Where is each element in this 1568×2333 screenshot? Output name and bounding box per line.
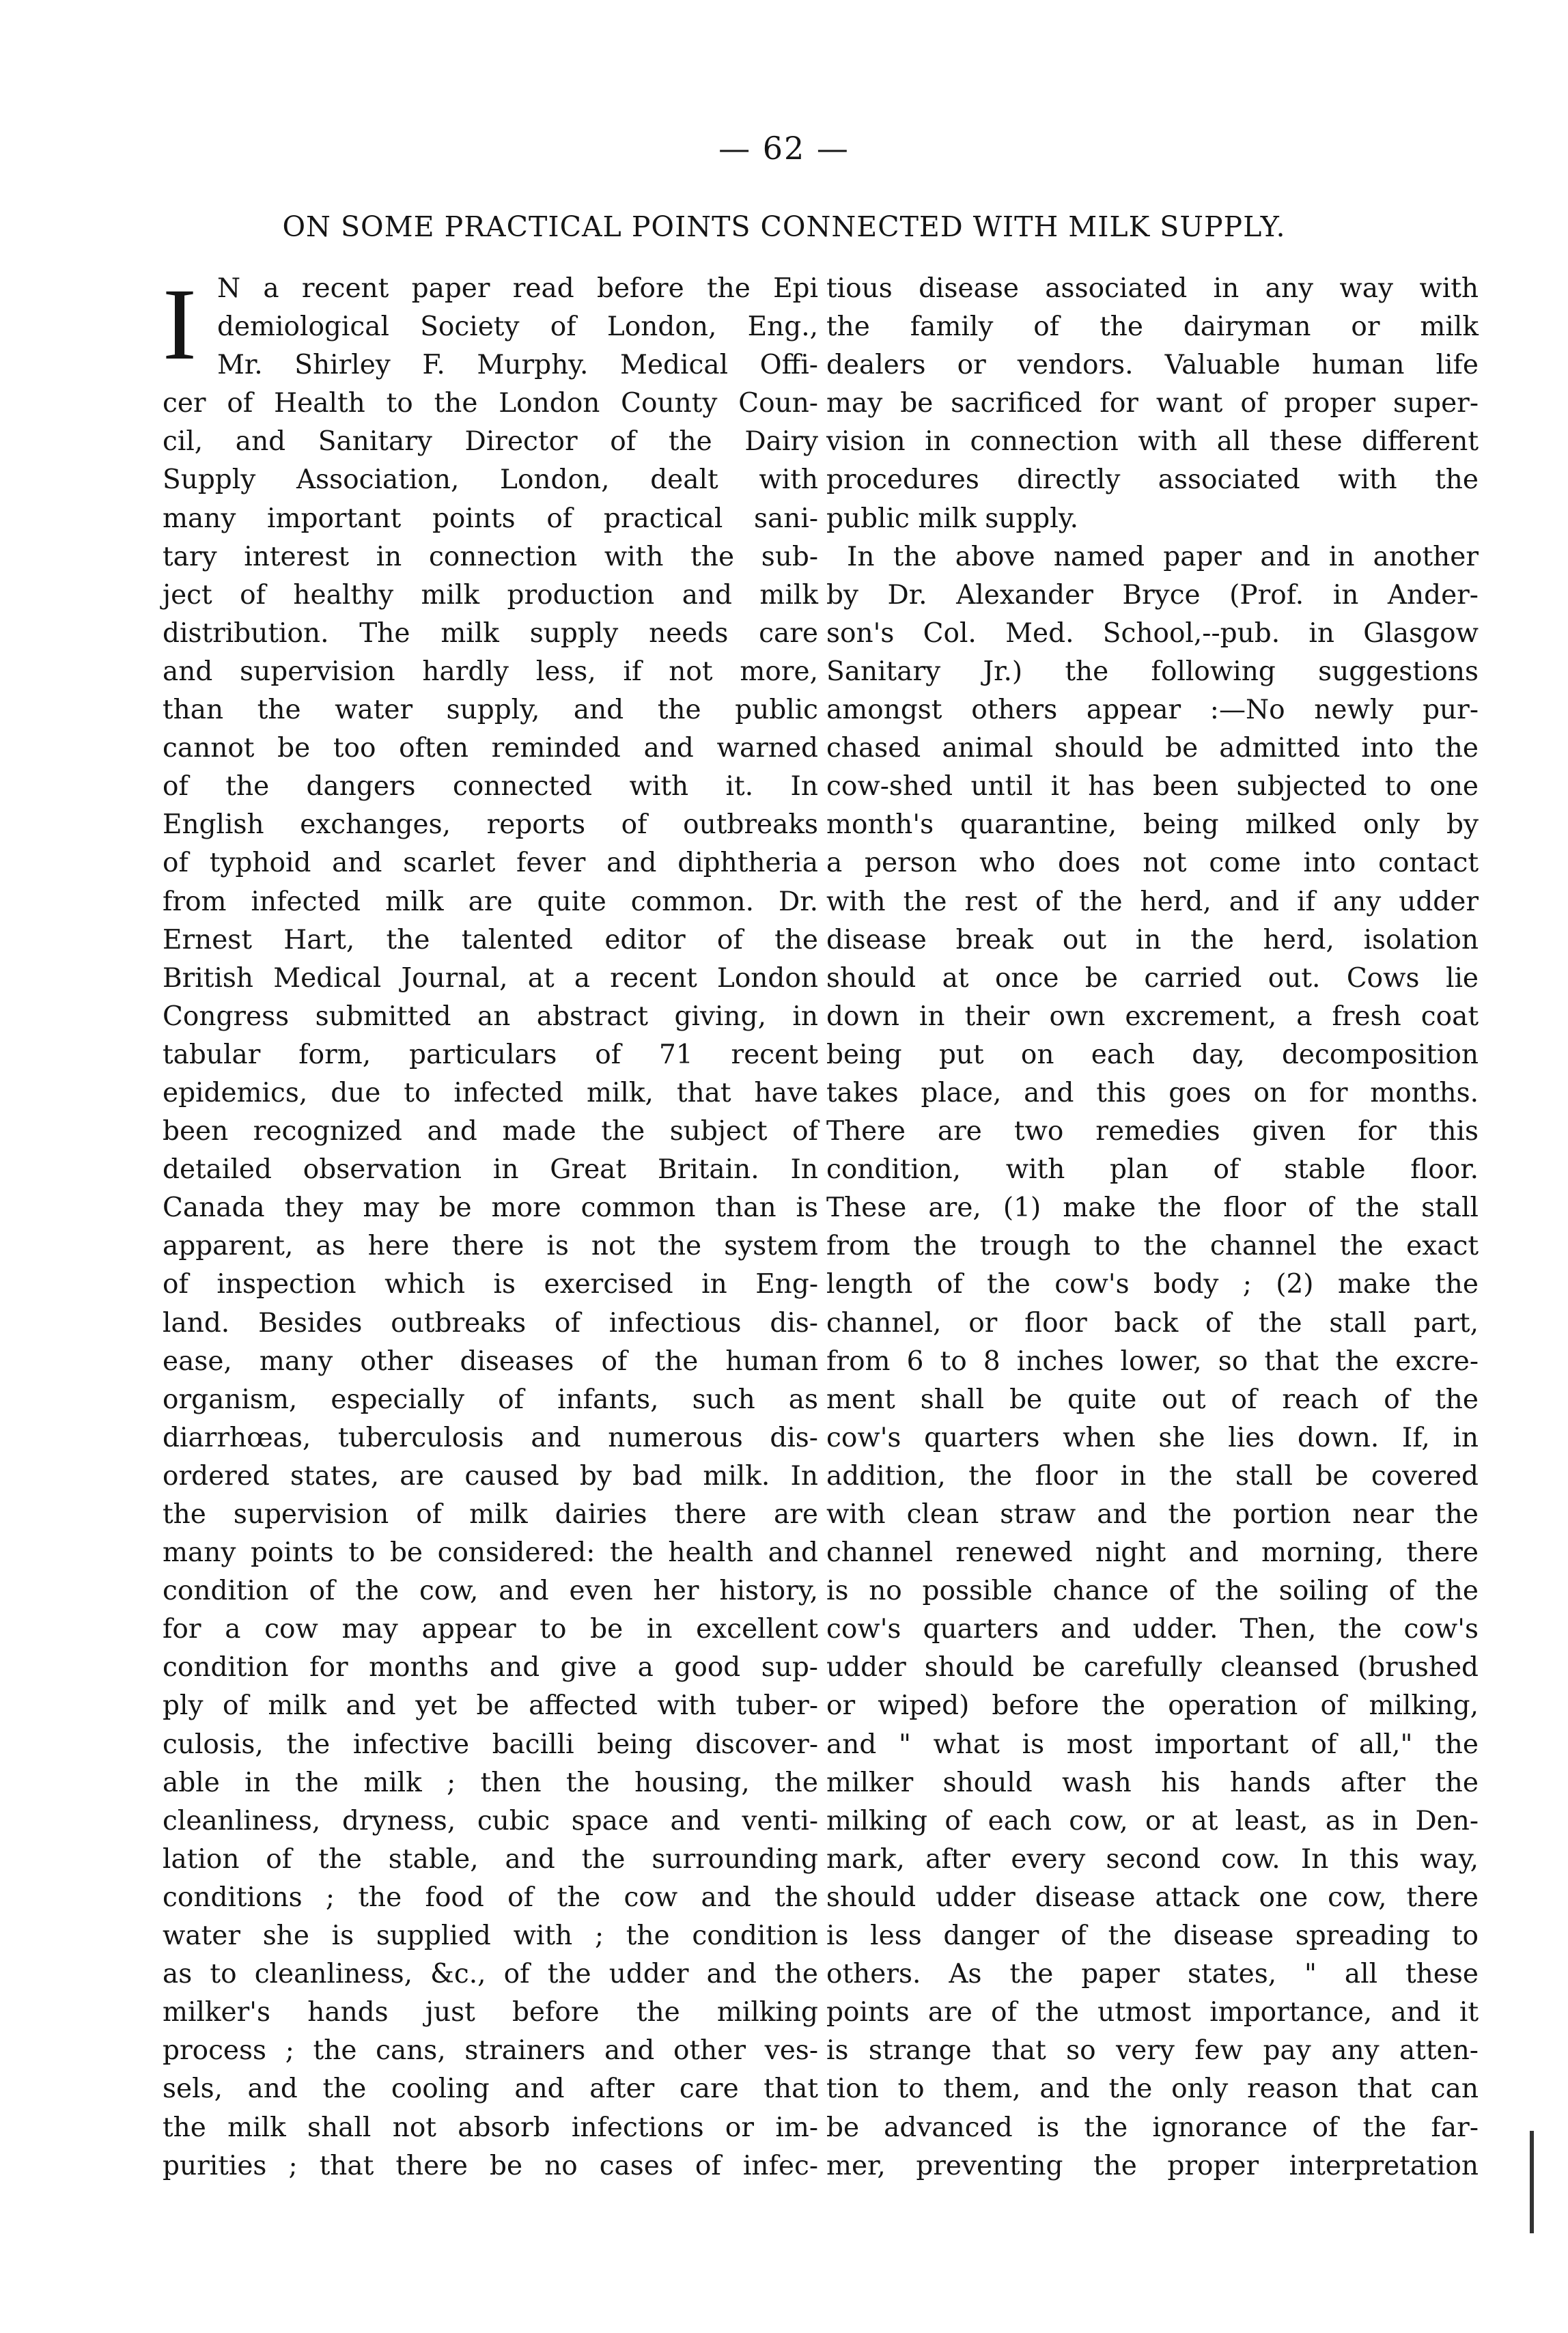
text-line: procedures directly associated with the: [826, 464, 1479, 496]
text-line: tary interest in connection with the sub-: [163, 541, 818, 572]
text-line: of the dangers connected with it. In: [163, 771, 818, 802]
margin-mark: [1530, 2131, 1534, 2233]
text-line: channel, or floor back of the stall part,: [826, 1307, 1479, 1339]
text-line: with the rest of the herd, and if any udder: [826, 886, 1479, 917]
text-line: the milk shall not absorb infections or im-: [163, 2112, 818, 2143]
text-line: length of the cow's body ; (2) make the: [826, 1269, 1479, 1300]
text-line: vision in connection with all these different: [826, 426, 1479, 458]
text-line: be advanced is the ignorance of the far-: [826, 2112, 1479, 2143]
text-line: from 6 to 8 inches lower, so that the excre-: [826, 1345, 1479, 1377]
text-line: There are two remedies given for this: [826, 1116, 1479, 1147]
text-line: Congress submitted an abstract giving, in: [163, 1001, 818, 1032]
text-line: distribution. The milk supply needs care: [163, 617, 818, 649]
text-line: cannot be too often reminded and warned: [163, 733, 818, 764]
text-line: milker should wash his hands after the: [826, 1767, 1479, 1798]
text-line: condition of the cow, and even her history,: [163, 1576, 818, 1607]
text-line: should udder disease attack one cow, there: [826, 1882, 1479, 1913]
text-line: ordered states, are caused by bad milk. In: [163, 1460, 818, 1492]
text-line: of typhoid and scarlet fever and diphtheria: [163, 848, 818, 879]
text-line: cow's quarters when she lies down. If, in: [826, 1422, 1479, 1453]
text-line: ease, many other diseases of the human: [163, 1345, 818, 1377]
text-line: lation of the stable, and the surrounding: [163, 1843, 818, 1875]
text-line: or wiped) before the operation of milking,: [826, 1690, 1479, 1722]
article-title: ON SOME PRACTICAL POINTS CONNECTED WITH MILK SUPPLY.: [282, 210, 1286, 243]
text-line: mer, preventing the proper interpretation: [826, 2150, 1479, 2181]
text-line: chased animal should be admitted into the: [826, 733, 1479, 764]
text-line: Mr. Shirley F. Murphy. Medical Offi-: [217, 350, 818, 381]
text-line: apparent, as here there is not the system: [163, 1231, 818, 1262]
text-line: milker's hands just before the milking: [163, 1997, 818, 2028]
text-line: In the above named paper and in another: [847, 541, 1479, 572]
text-line: many points to be considered: the health and: [163, 1537, 818, 1569]
text-line: public milk supply.: [826, 503, 1078, 534]
text-line: is strange that so very few pay any atten-: [826, 2035, 1479, 2067]
text-line: These are, (1) make the floor of the stall: [826, 1192, 1479, 1224]
text-line: with clean straw and the portion near the: [826, 1499, 1479, 1530]
text-line: condition for months and give a good sup-: [163, 1652, 818, 1684]
text-line: mark, after every second cow. In this way,: [826, 1843, 1479, 1875]
text-line: ject of healthy milk production and milk: [163, 579, 818, 611]
text-line: and " what is most important of all," the: [826, 1729, 1479, 1760]
text-line: down in their own excrement, a fresh coat: [826, 1001, 1479, 1032]
text-line: others. As the paper states, " all these: [826, 1959, 1479, 1990]
text-line: by Dr. Alexander Bryce (Prof. in Ander-: [826, 579, 1479, 611]
text-line: been recognized and made the subject of: [163, 1116, 818, 1147]
text-line: land. Besides outbreaks of infectious dis-: [163, 1307, 818, 1339]
right-column: [826, 270, 1479, 2185]
text-line: conditions ; the food of the cow and the: [163, 1882, 818, 1913]
text-line: cow's quarters and udder. Then, the cow's: [826, 1614, 1479, 1645]
text-line: Canada they may be more common than is: [163, 1192, 818, 1224]
text-line: Sanitary Jr.) the following suggestions: [826, 656, 1479, 687]
text-line: being put on each day, decomposition: [826, 1039, 1479, 1070]
text-line: British Medical Journal, at a recent London: [163, 962, 818, 994]
page-number: — 62 —: [718, 130, 850, 167]
text-line: able in the milk ; then the housing, the: [163, 1767, 818, 1798]
text-line: Supply Association, London, dealt with: [163, 464, 818, 496]
text-line: ment shall be quite out of reach of the: [826, 1384, 1479, 1415]
text-line: amongst others appear :—No newly pur-: [826, 695, 1479, 726]
text-line: process ; the cans, strainers and other ves-: [163, 2035, 818, 2067]
text-line: month's quarantine, being milked only by: [826, 809, 1479, 841]
text-line: than the water supply, and the public: [163, 695, 818, 726]
text-line: culosis, the infective bacilli being discover-: [163, 1729, 818, 1760]
text-line: from the trough to the channel the exact: [826, 1231, 1479, 1262]
text-line: the family of the dairyman or milk: [826, 311, 1479, 343]
text-line: addition, the floor in the stall be covered: [826, 1460, 1479, 1492]
text-line: detailed observation in Great Britain. In: [163, 1154, 818, 1186]
text-line: points are of the utmost importance, and it: [826, 1997, 1479, 2028]
text-line: and supervision hardly less, if not more,: [163, 656, 818, 687]
text-line: a person who does not come into contact: [826, 848, 1479, 879]
drop-cap: I: [163, 268, 197, 381]
text-line: son's Col. Med. School,--pub. in Glasgow: [826, 617, 1479, 649]
text-line: sels, and the cooling and after care that: [163, 2073, 818, 2105]
text-line: of inspection which is exercised in Eng-: [163, 1269, 818, 1300]
text-line: epidemics, due to infected milk, that have: [163, 1077, 818, 1108]
text-line: ply of milk and yet be affected with tuber-: [163, 1690, 818, 1722]
text-line: milking of each cow, or at least, as in Den-: [826, 1805, 1479, 1836]
text-line: takes place, and this goes on for months.: [826, 1077, 1479, 1108]
text-line: channel renewed night and morning, there: [826, 1537, 1479, 1569]
left-column: [163, 270, 818, 2185]
text-line: for a cow may appear to be in excellent: [163, 1614, 818, 1645]
text-line: as to cleanliness, &c., of the udder and the: [163, 1959, 818, 1990]
text-line: diarrhœas, tuberculosis and numerous dis-: [163, 1422, 818, 1453]
text-line: the supervision of milk dairies there are: [163, 1499, 818, 1530]
text-line: should at once be carried out. Cows lie: [826, 962, 1479, 994]
text-line: cer of Health to the London County Coun-: [163, 388, 818, 419]
text-line: from infected milk are quite common. Dr.: [163, 886, 818, 917]
text-line: water she is supplied with ; the condition: [163, 1920, 818, 1952]
text-line: tabular form, particulars of 71 recent: [163, 1039, 818, 1070]
text-line: tion to them, and the only reason that can: [826, 2073, 1479, 2105]
text-line: cil, and Sanitary Director of the Dairy: [163, 426, 818, 458]
text-line: disease break out in the herd, isolation: [826, 924, 1479, 955]
text-line: English exchanges, reports of outbreaks: [163, 809, 818, 841]
text-line: demiological Society of London, Eng.,: [217, 311, 818, 343]
text-line: udder should be carefully cleansed (brushed: [826, 1652, 1479, 1684]
text-line: organism, especially of infants, such as: [163, 1384, 818, 1415]
text-line: condition, with plan of stable floor.: [826, 1154, 1479, 1186]
text-line: cleanliness, dryness, cubic space and venti-: [163, 1805, 818, 1836]
text-line: may be sacrificed for want of proper super-: [826, 388, 1479, 419]
text-line: is less danger of the disease spreading to: [826, 1920, 1479, 1952]
text-line: dealers or vendors. Valuable human life: [826, 350, 1479, 381]
text-line: many important points of practical sani-: [163, 503, 818, 534]
text-line: Ernest Hart, the talented editor of the: [163, 924, 818, 955]
text-line: cow-shed until it has been subjected to one: [826, 771, 1479, 802]
text-line: purities ; that there be no cases of infec-: [163, 2150, 818, 2181]
text-line: is no possible chance of the soiling of the: [826, 1576, 1479, 1607]
text-line: N a recent paper read before the Epi: [217, 273, 818, 304]
text-line: tious disease associated in any way with: [826, 273, 1479, 304]
